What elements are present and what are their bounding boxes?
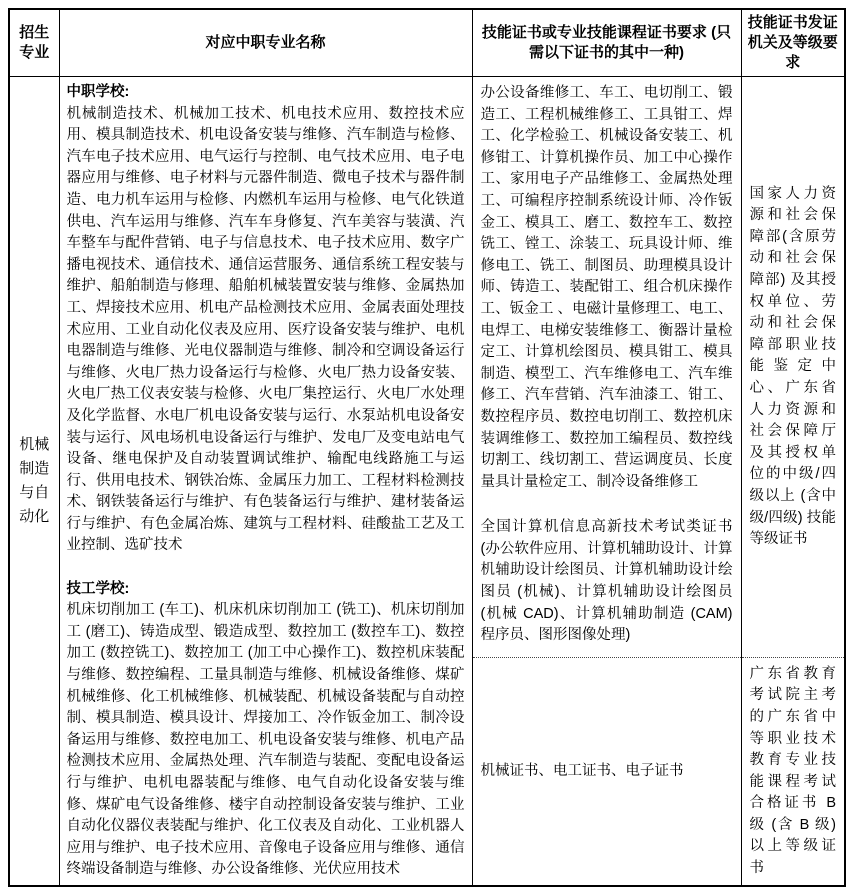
skill-certificates-cell	[472, 77, 741, 658]
admission-requirements-table	[8, 8, 846, 887]
technical-school-majors-text: 机床切削加工 (车工)、机床机床切削加工 (铣工)、机床切削加工 (磨工)、铸造成型、锻造成型、数控加工 (数控车工)、数控加工 (数控铣工)、数控加工 (加工中心操作工)、数控机床装配与维修、数控编程、工量具制造与维修、机械设备维修、煤矿机械维修、化工机械维修、机械装配、机械设备装配与自动控制、模具制造、模具设计、焊接加工、冷作钣金加工、制冷设备运用与维修、数控电加工、机电设备安装与维修、机电产品检测技术应用、金属热处理、汽车制造与装配、变配电设备运行与维护、电机电器装配与维修、电气自动化设备安装与维修、煤矿电气设备维修、楼宇自动控制设备安装与维护、工业自动化仪器仪表装配与维护、化工仪表及自动化、工业机器人应用与维护、电子技术应用、音像电子设备应用与维修、通信终端设备制造与维修、办公设备维修、光伏应用技术	[66, 602, 465, 878]
header-issuing-authority: 技能证书发证机关及等级要求	[741, 9, 845, 77]
course-certificates-cell: 机械证书、电工证书、电子证书	[472, 658, 741, 886]
header-certificate-requirements: 技能证书或专业技能课程证书要求 (只需以下证书的其中一种)	[472, 9, 741, 77]
table-row	[9, 77, 845, 658]
table-header-row	[9, 9, 845, 77]
major-name-cell: 机械制造与自动化	[9, 77, 59, 886]
header-vocational-majors: 对应中职专业名称	[59, 9, 472, 77]
secondary-vocational-majors-text: 机械制造技术、机械加工技术、机电技术应用、数控技术应用、模具制造技术、机电设备安装与维修、汽车制造与检修、汽车电子技术应用、电气运行与控制、电气技术应用、电子电器应用与维修、电子材料与元器件制造、微电子技术与器件制造、电力机车运用与检修、内燃机车运用与检修、电气化铁道供电、汽车运用与维修、汽车车身修复、汽车美容与装潢、汽车整车与配件营销、电子与信息技术、电子技术应用、数字广播电视技术、通信技术、通信运营服务、通信系统工程安装与维护、船舶制造与修理、船舶机械装置安装与维修、金属热加工、焊接技术应用、机电产品检测技术应用、金属表面处理技术应用、工业自动化仪表及应用、医疗设备安装与维护、电机电器制造与维修、光电仪器制造与维修、制冷和空调设备运行与维修、火电厂热力设备运行与检修、火电厂热力设备安装、火电厂热工仪表安装与检修、火电厂集控运行、火电厂水处理及化学监督、水电厂机电设备安装与运行、水泵站机电设备安装与运行、风电场机电设备运行与维护、发电厂及变电站电气设备、继电保护及自动装置调试维护、输配电线路施工与运行、供用电技术、钢铁冶炼、金属压力加工、工程材料检测技术、钢铁装备运行与维护、有色装备运行与维护、建材装备运行与维护、有色金属冶炼、建筑与工程材料、硅酸盐工艺及工业控制、选矿技术	[66, 105, 465, 554]
corresponding-majors-cell	[59, 77, 472, 886]
computer-certificates-text: 全国计算机信息高新技术考试类证书 (办公软件应用、计算机辅助设计、计算机辅助设计绘图员、计算机辅助设计绘图员 (机械)、计算机辅助设计绘图员 (机械 CAD)、计算机辅助制造 (CAM) 程序员、图形图像处理)	[480, 519, 733, 644]
occupational-certificates-text: 办公设备维修工、车工、电切削工、锻造工、工程机械维修工、工具钳工、焊工、化学检验工、机械设备安装工、机修钳工、计算机操作员、加工中心操作工、家用电子产品维修工、金属热处理工、可编程序控制系统设计师、冷作钣金工、模具工、磨工、数控车工、数控铣工、镗工、涂装工、玩具设计师、维修电工、铣工、制图员、助理模具设计师、铸造工、装配钳工、组合机床操作工、钣金工 、电磁计量修理工、电工、电焊工、电梯安装维修工、衡器计量检定工、计算机绘图员、模具钳工、模具制造、模型工、汽车维修电工、汽车维修工、汽车营销、汽车油漆工、钳工、数控程序员、数控电切削工、数控机床装调维修工、数控加工编程员、数控线切割工、线切割工、营运调度员、长度量具计量检定工、制冷设备维修工	[480, 85, 733, 490]
header-admission-major: 招生专业	[9, 9, 59, 77]
national-authority-cell: 国家人力资源和社会保障部(含原劳动和社会保障部) 及其授权单位、劳动和社会保障部职业技能鉴定中心、广东省人力资源和社会保障厅及其授权单位的中级/四级以上 (含中级/四级) 技能等级证书	[741, 77, 845, 658]
guangdong-authority-cell: 广东省教育考试院主考的广东省中等职业技术教育专业技能课程考试合格证书 B 级 (含 B 级) 以上等级证书	[741, 658, 845, 886]
secondary-vocational-school-label: 中职学校:	[66, 84, 130, 100]
technical-school-label: 技工学校:	[66, 580, 130, 597]
